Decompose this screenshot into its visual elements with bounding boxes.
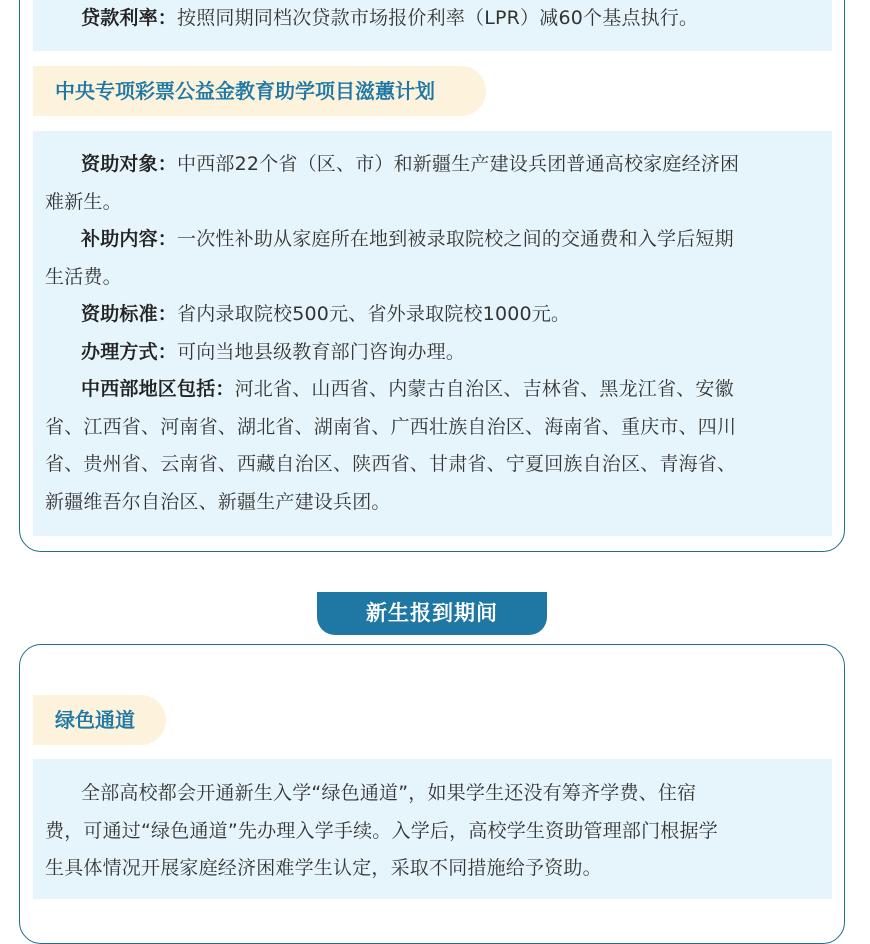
label-recipient: 资助对象：	[81, 153, 178, 175]
green-channel-line-2: 费，可通过“绿色通道”先办理入学手续。入学后，高校学生资助管理部门根据学	[45, 819, 718, 842]
paragraph-recipient	[81, 146, 851, 184]
section-title-green-channel: 绿色通道	[33, 695, 166, 745]
section-header-enrollment: 新生报到期间	[317, 592, 547, 635]
loan-rate-line	[81, 0, 851, 38]
text-subsidy-cont: 生活费。	[45, 265, 122, 288]
green-channel-line-3: 生具体情况开展家庭经济困难学生认定，采取不同措施给予资助。	[45, 857, 602, 879]
label-method: 办理方式：	[81, 340, 178, 363]
paragraph-subsidy	[81, 221, 851, 259]
loan-rate-label: 贷款利率：	[81, 7, 178, 29]
loan-rate-text: 按照同期同档次贷款市场报价利率（LPR）减60个基点执行。	[177, 7, 699, 29]
text-subsidy: 一次性补助从家庭所在地到被录取院校之间的交通费和入学后短期	[177, 228, 734, 250]
paragraph-method	[81, 334, 851, 372]
paragraph-regions	[81, 371, 851, 409]
text-method: 可向当地县级教育部门咨询办理。	[177, 340, 466, 363]
text-regions: 河北省、山西省、内蒙古自治区、吉林省、黑龙江省、安徽	[234, 378, 734, 400]
label-standard: 资助标准：	[81, 303, 178, 325]
section-title-lottery: 中央专项彩票公益金教育助学项目滋蕙计划	[33, 66, 486, 116]
paragraph-standard	[81, 296, 851, 334]
text-regions-cont-3: 新疆维吾尔自治区、新疆生产建设兵团。	[45, 490, 391, 513]
text-recipient-cont: 难新生。	[45, 190, 122, 213]
text-regions-cont-1: 省、江西省、河南省、湖北省、湖南省、广西壮族自治区、海南省、重庆市、四川	[45, 415, 737, 438]
label-subsidy: 补助内容：	[81, 228, 178, 250]
label-regions: 中西部地区包括：	[81, 378, 235, 400]
green-channel-line-1: 全部高校都会开通新生入学“绿色通道”，如果学生还没有筹齐学费、住宿	[81, 782, 697, 804]
text-regions-cont-2: 省、贵州省、云南省、西藏自治区、陕西省、甘肃省、宁夏回族自治区、青海省、	[45, 453, 737, 475]
text-standard: 省内录取院校500元、省外录取院校1000元。	[177, 303, 571, 325]
text-recipient: 中西部22个省（区、市）和新疆生产建设兵团普通高校家庭经济困	[177, 153, 740, 175]
